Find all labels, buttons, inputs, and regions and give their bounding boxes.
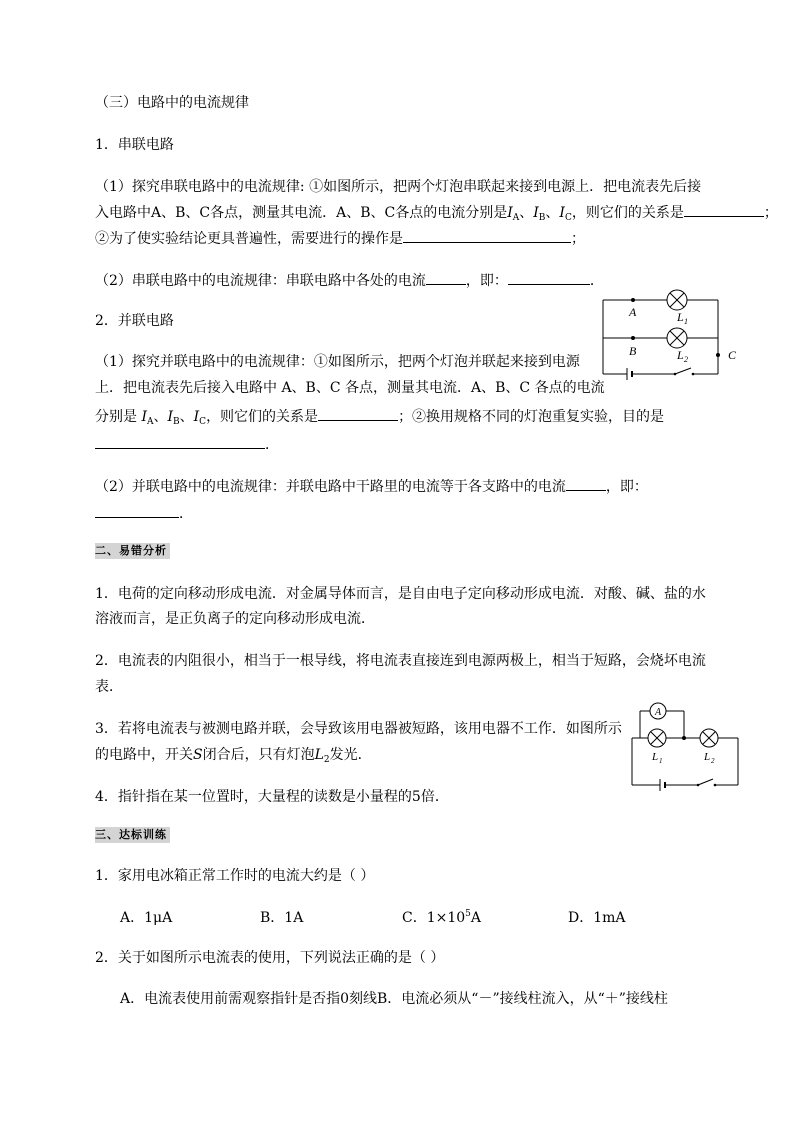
- s2-p3-text-b: 闭合后，只有灯泡: [202, 747, 315, 763]
- answer-blank[interactable]: [684, 202, 764, 217]
- l2-label: L: [704, 751, 711, 763]
- section2-title: 二、易错分析: [95, 543, 170, 559]
- answer-blank[interactable]: [95, 434, 265, 449]
- parallel-q1-line4: [95, 434, 279, 455]
- sub-a: A: [512, 213, 520, 223]
- answer-blank[interactable]: [403, 228, 571, 243]
- sep: 、: [153, 409, 168, 425]
- sub-c: C: [199, 417, 207, 427]
- current-symbol: I: [141, 409, 147, 425]
- s2-p1-line1: 1．电荷的定向移动形成电流．对金属导体而言，是自由电子定向移动形成电流．对酸、碱、盐的水: [95, 586, 706, 602]
- series-q1-text-d: ②为了使实验结论更具普遍性，需要进行的操作是: [95, 231, 403, 247]
- current-symbol: I: [533, 205, 539, 221]
- s2-p4: 4．指针指在某一位置时，大量程的读数是小量程的5倍．: [95, 789, 449, 805]
- answer-blank[interactable]: [95, 503, 179, 518]
- parallel-q1-text-a: 分别是: [95, 409, 142, 425]
- parallel-q1-line2: 上．把电流表先后接入电路中 A、B、C 各点，测量其电流．A、B、C 各点的电流: [95, 380, 605, 396]
- series-q1-line1: （1）探究串联电路中的电流规律: ①如图所示，把两个灯泡串联起来接到电源上．把电流表先后接: [95, 179, 702, 195]
- parallel-q1-line3: [95, 406, 664, 427]
- parallel-q1-text-c: ；②换用规格不同的灯泡重复实验，目的是: [398, 409, 665, 425]
- l1-sub: 1: [659, 757, 663, 765]
- current-symbol: I: [167, 409, 174, 425]
- sub-2: 2: [323, 755, 330, 765]
- sep: 、: [179, 409, 194, 425]
- sub-b: B: [173, 417, 180, 427]
- sep: 、: [545, 205, 560, 221]
- answer-blank[interactable]: [318, 406, 398, 421]
- parallel-q2-line1: [95, 476, 648, 497]
- answer-blank[interactable]: [566, 476, 606, 491]
- current-symbol: I: [193, 409, 200, 425]
- parallel-heading: 2．并联电路: [95, 313, 174, 329]
- part3-title: （三）电路中的电流规律: [95, 95, 249, 111]
- parallel-q1-line1: （1）探究并联电路中的电流规律：①如图所示，把两个灯泡并联起来接到电源: [95, 354, 580, 370]
- series-q1-text-e: ；: [571, 231, 585, 247]
- answer-blank[interactable]: [508, 270, 590, 285]
- point-b-label: B: [629, 344, 637, 358]
- l2-sub: 2: [711, 757, 715, 765]
- s3-q1-option-b[interactable]: B．1A: [260, 910, 304, 926]
- series-q1-text-c: ；: [763, 205, 778, 221]
- option-c-exponent: 5: [465, 909, 471, 919]
- switch-symbol: S: [193, 747, 203, 763]
- l1-label: L: [652, 751, 659, 763]
- sep: 、: [519, 205, 534, 221]
- s3-q2: 2．关于如图所示电流表的使用，下列说法正确的是（ ）: [95, 950, 445, 966]
- s2-p3-text-c: 发光．: [329, 747, 372, 763]
- sub-b: B: [538, 213, 546, 223]
- parallel-q1-text-d: ．: [265, 437, 279, 453]
- s3-q2-option[interactable]: A．电流表使用前需观察指针是否指0刻线B．电流必须从“－”接线柱流入，从“＋”接线柱: [120, 991, 668, 1007]
- option-c-text: C．1×10: [402, 910, 466, 926]
- series-q2: [95, 270, 604, 291]
- answer-blank[interactable]: [426, 270, 466, 285]
- series-q1-line3: [95, 228, 585, 249]
- series-q1-text-b: ，则它们的关系是: [571, 205, 684, 221]
- sub-c: C: [564, 213, 572, 223]
- s2-p1-line2: 溶液而言，是正负离子的定向移动形成电流．: [95, 611, 375, 627]
- current-symbol: I: [559, 205, 565, 221]
- option-c-unit: A: [470, 910, 482, 926]
- s3-q1-option-a[interactable]: A．1μA: [120, 910, 173, 926]
- s2-p3-line1: 3．若将电流表与被测电路并联，会导致该用电器被短路，该用电器不工作．如图所示: [95, 721, 622, 737]
- point-a-label: A: [629, 305, 637, 319]
- sub-a: A: [146, 417, 154, 427]
- parallel-q2-text-b: ，即：: [605, 479, 648, 495]
- series-q2-text-a: （2）串联电路中的电流规律：串联电路中各处的电流: [95, 273, 426, 289]
- section3-title: 三、达标训练: [95, 827, 170, 843]
- point-c-label: C: [728, 348, 737, 362]
- l1-label: L: [677, 310, 684, 324]
- parallel-q2-text-a: （2）并联电路中的电流规律：并联电路中干路里的电流等于各支路中的电流: [95, 479, 566, 495]
- series-heading: 1．串联电路: [95, 137, 174, 153]
- parallel-q2-line2: [95, 503, 193, 524]
- l2-sub: 2: [684, 355, 688, 364]
- s2-p3-line2: [95, 745, 372, 765]
- parallel-q1-text-b: ，则它们的关系是: [206, 409, 319, 425]
- l1-sub: 1: [684, 317, 688, 326]
- ammeter-label: A: [654, 707, 662, 718]
- s2-p3-text-a: 的电路中，开关: [95, 747, 193, 763]
- s2-p2-line1: 2．电流表的内阻很小，相当于一根导线，将电流表直接连到电源两极上，相当于短路，会烧坏电流: [95, 653, 706, 669]
- series-q2-text-c: ．: [589, 273, 604, 289]
- parallel-q2-text-c: ．: [179, 506, 193, 522]
- s3-q1: 1．家用电冰箱正常工作时的电流大约是（ ）: [95, 868, 375, 884]
- series-q1-line2: [95, 202, 778, 223]
- s2-p2-line2: 表．: [95, 679, 123, 695]
- l2-label: L: [677, 348, 684, 362]
- s3-q1-option-c[interactable]: [402, 908, 481, 928]
- series-q2-text-b: ，即：: [465, 273, 508, 289]
- current-symbol: I: [507, 205, 513, 221]
- series-q1-text-a: 入电路中A、B、C各点，测量其电流．A、B、C各点的电流分别是: [95, 205, 508, 221]
- parallel-circuit-figure: [595, 288, 745, 388]
- s3-q1-option-d[interactable]: D．1mA: [568, 910, 626, 926]
- lamp-symbol: L: [314, 747, 324, 763]
- ammeter-circuit-figure: [628, 698, 744, 792]
